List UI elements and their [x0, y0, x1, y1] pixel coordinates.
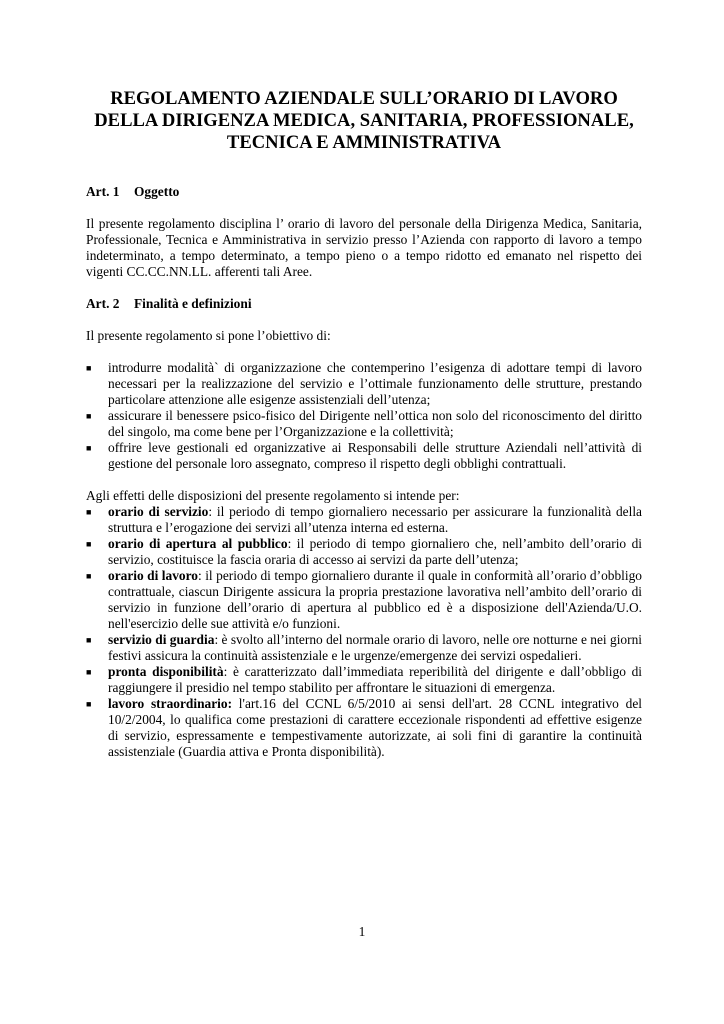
definition-text: : è svolto all’interno del normale orario di lavoro, nelle ore notturne e nei giorni festivi assicura la continuità assistenziale e le urgenze/emergenze dei servizi ospedalieri. — [108, 632, 642, 663]
definition-term: pronta disponibilità — [108, 664, 224, 679]
list-item: ■ assicurare il benessere psico-fisico del Dirigente nell’ottica non solo del riconoscimento del diritto del singolo, ma come bene per l’Organizzazione e la collettività; — [86, 408, 642, 439]
list-item — [86, 632, 642, 664]
list-item — [86, 536, 642, 568]
objectives-list — [86, 360, 642, 472]
square-bullet-icon: ■ — [86, 635, 92, 645]
square-bullet-icon: ■ — [86, 363, 92, 373]
title-line-3: TECNICA E AMMINISTRATIVA — [226, 132, 502, 153]
definition-text: : il periodo di tempo giornaliero necessario per assicurare la funzionalità della struttura e l’erogazione dei servizi all’utenza interna ed esterna. — [108, 504, 642, 535]
art1-number: Art. 1 — [86, 184, 120, 199]
page-number: 1 — [358, 924, 366, 939]
art2-intro: Il presente regolamento si pone l’obiettivo di: — [86, 328, 331, 343]
square-bullet-icon: ■ — [86, 507, 92, 517]
art2-title: Finalità e definizioni — [134, 296, 252, 311]
definitions-intro: Agli effetti delle disposizioni del presente regolamento si intende per: — [86, 488, 460, 503]
definitions-list — [86, 504, 642, 760]
art2-number: Art. 2 — [86, 296, 120, 311]
square-bullet-icon: ■ — [86, 699, 92, 709]
definition-term: lavoro straordinario: — [108, 696, 233, 711]
list-item: ■ offrire leve gestionali ed organizzative ai Responsabili delle strutture Aziendali nell’attività di gestione del personale loro assegnato, compreso il rispetto degli obblighi contrattuali. — [86, 440, 642, 471]
art1-title: Oggetto — [134, 184, 180, 199]
document-title — [86, 88, 642, 154]
square-bullet-icon: ■ — [86, 411, 92, 421]
list-item — [86, 664, 642, 696]
list-item — [86, 568, 642, 632]
square-bullet-icon: ■ — [86, 571, 92, 581]
definition-term: orario di servizio — [108, 504, 209, 519]
title-line-2: DELLA DIRIGENZA MEDICA, SANITARIA, PROFESSIONALE, — [94, 110, 634, 131]
definition-text: : è caratterizzato dall’immediata reperibilità del dirigente e dall’obbligo di raggiungere il presidio nel tempo stabilito per affrontare le situazioni di emergenza. — [108, 664, 642, 695]
definition-text: : il periodo di tempo giornaliero che, nell’ambito dell’orario di servizio, costituisce la fascia oraria di accesso ai servizi da parte dell’utenza; — [108, 536, 642, 567]
list-item — [86, 504, 642, 536]
definition-text: l'art.16 del CCNL 6/5/2010 ai sensi dell'art. 28 CCNL integrativo del 10/2/2004, lo qualifica come prestazioni di carattere eccezionale rispondenti ad effettive esigenze di servizio, espressamente e tempestivamente autorizzate, ai soli fini di garantire la continuità assistenziale (Guardia attiva e Pronta disponibilità). — [108, 696, 642, 759]
definition-term: orario di apertura al pubblico — [108, 536, 288, 551]
square-bullet-icon: ■ — [86, 667, 92, 677]
art1-heading — [86, 184, 642, 200]
list-item: ■ introdurre modalità` di organizzazione che contemperino l’esigenza di adottare tempi di lavoro necessari per la realizzazione del servizio e l’ottimale funzionamento delle strutture, prestando particolare attenzione alle esigenze assistenziali dell’utenza; — [86, 360, 642, 407]
definition-text: : il periodo di tempo giornaliero durante il quale in conformità all’orario d’obbligo contrattuale, ciascun Dirigente assicura la propria prestazione lavorativa nell’ambito dell’orario di servizio in funzione dell’orario di apertura al pubblico ed è a disposizione dell'Azienda/U.O. nell'esercizio delle sue attività e/o funzioni. — [108, 568, 643, 631]
page-content — [86, 88, 642, 760]
square-bullet-icon: ■ — [86, 443, 92, 453]
definition-term: servizio di guardia — [108, 632, 215, 647]
list-item — [86, 696, 642, 760]
square-bullet-icon: ■ — [86, 539, 92, 549]
art2-heading — [86, 296, 642, 312]
art1-text: Il presente regolamento disciplina l’ orario di lavoro del personale della Dirigenza Medica, Sanitaria, Professionale, Tecnica e Amministrativa in servizio presso l’Azienda con rapporto di lavoro a tempo indeterminato, a tempo determinato, a tempo pieno o a tempo ridotto ed emanato nel rispetto dei vigenti CC.CC.NN.LL. afferenti tali Aree. — [86, 216, 642, 279]
definition-term: orario di lavoro — [108, 568, 199, 583]
title-line-1: REGOLAMENTO AZIENDALE SULL’ORARIO DI LAVORO — [110, 88, 618, 109]
